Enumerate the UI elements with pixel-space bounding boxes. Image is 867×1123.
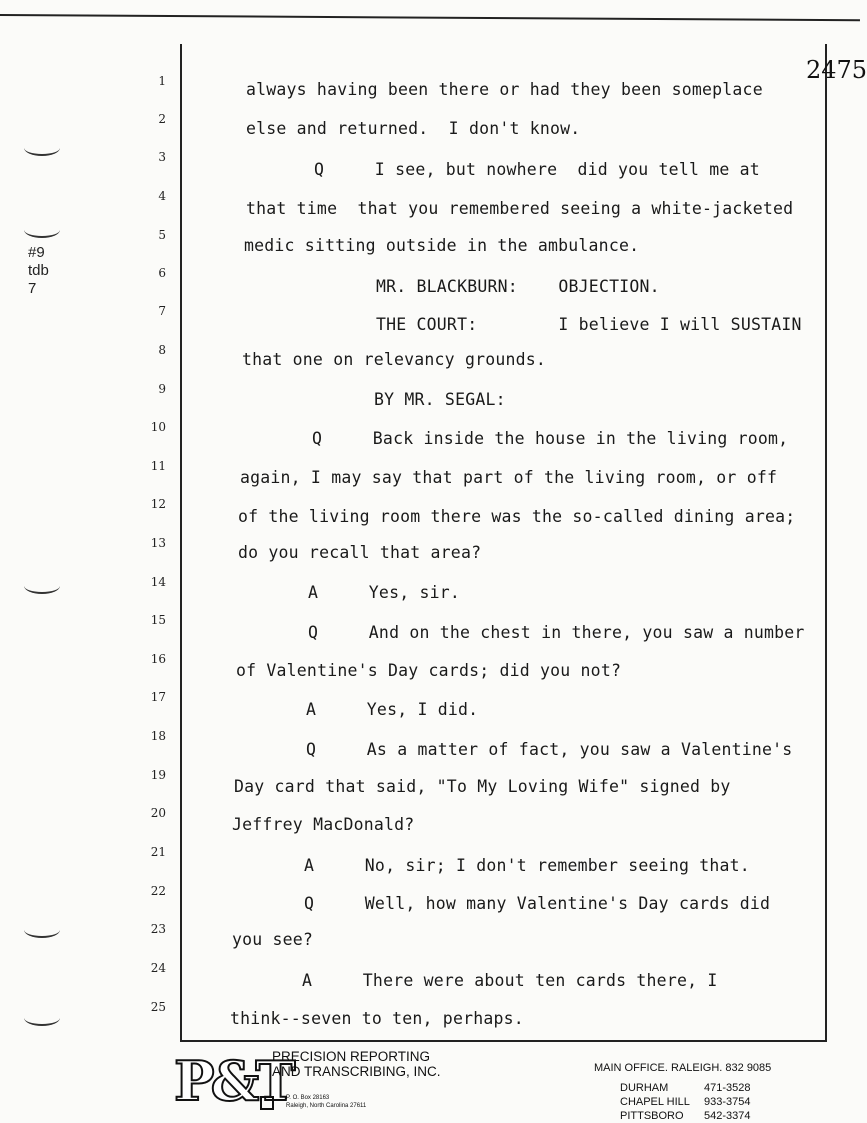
line-number: 20 (150, 806, 166, 820)
transcript-line: MR. BLACKBURN: OBJECTION. (376, 277, 660, 296)
transcript-line: A No, sir; I don't remember seeing that. (304, 856, 750, 875)
transcript-line: again, I may say that part of the living room, or off (240, 468, 778, 487)
transcript-line: that time that you remembered seeing a white-jacketed (246, 199, 794, 218)
line-number: 14 (150, 575, 166, 589)
transcript-line: you see? (232, 930, 314, 949)
margin-mark (24, 222, 60, 238)
transcript-line: THE COURT: I believe I will SUSTAIN (376, 315, 802, 334)
firm-name-line1: PRECISION REPORTING (272, 1049, 431, 1064)
office-durham (620, 1082, 751, 1094)
line-number: 1 (158, 74, 166, 88)
margin-note: 7 (28, 280, 37, 297)
office-phone: 542-3374 (704, 1110, 751, 1122)
line-number: 10 (150, 420, 166, 434)
line-number: 13 (150, 536, 166, 550)
line-number: 7 (158, 304, 166, 318)
margin-mark (24, 922, 60, 938)
line-number: 9 (158, 382, 166, 396)
transcript-line: of the living room there was the so-called dining area; (238, 507, 796, 526)
office-city: CHAPEL HILL (620, 1096, 690, 1108)
line-number: 15 (150, 613, 166, 627)
firm-name-line2: AND TRANSCRIBING, INC. (272, 1064, 441, 1079)
transcript-line: Q Well, how many Valentine's Day cards did (304, 894, 771, 913)
margin-note: tdb (28, 262, 49, 279)
firm-logo: P&T (174, 1049, 292, 1113)
transcript-line: Q I see, but nowhere did you tell me at (314, 160, 760, 179)
line-number: 5 (158, 228, 166, 242)
margin-mark (24, 578, 60, 594)
logo-box (260, 1096, 274, 1110)
transcript-line: do you recall that area? (238, 543, 482, 562)
main-office: MAIN OFFICE. RALEIGH. 832 9085 (594, 1062, 772, 1074)
line-number: 24 (150, 961, 166, 975)
transcript-line: Jeffrey MacDonald? (232, 815, 415, 834)
transcript-line: Day card that said, "To My Loving Wife" signed by (234, 777, 731, 796)
transcript-line: Q As a matter of fact, you saw a Valentine's (306, 740, 793, 759)
office-pittsboro (620, 1110, 751, 1122)
office-city: DURHAM (620, 1082, 669, 1094)
reporter-footer (0, 1044, 860, 1123)
line-number: 6 (158, 266, 166, 280)
top-rule (0, 14, 860, 21)
line-number: 8 (158, 343, 166, 357)
line-number: 19 (150, 768, 166, 782)
office-phone: 471-3528 (704, 1082, 751, 1094)
margin-note: #9 (28, 244, 45, 261)
address-line1: P. O. Box 28163 (286, 1095, 330, 1101)
office-chapel-hill (620, 1096, 751, 1108)
line-number: 11 (150, 459, 166, 473)
line-number: 18 (150, 729, 166, 743)
transcript-line: of Valentine's Day cards; did you not? (236, 661, 622, 680)
line-number: 12 (150, 497, 166, 511)
transcript-line: A There were about ten cards there, I (302, 971, 718, 990)
office-phone: 933-3754 (704, 1096, 751, 1108)
transcript-line: always having been there or had they been someplace (246, 80, 763, 99)
transcript-line: Q And on the chest in there, you saw a number (308, 623, 805, 642)
line-number: 2 (158, 112, 166, 126)
office-city: PITTSBORO (620, 1110, 684, 1122)
line-number: 16 (150, 652, 166, 666)
transcript-line: else and returned. I don't know. (246, 119, 581, 138)
margin-mark (24, 140, 60, 156)
line-number: 4 (158, 189, 166, 203)
line-number: 21 (150, 845, 166, 859)
firm-address (286, 1094, 366, 1110)
line-number: 25 (150, 1000, 166, 1014)
transcript-line: Q Back inside the house in the living room, (312, 429, 789, 448)
transcript-line: A Yes, sir. (308, 583, 461, 602)
line-number: 17 (150, 690, 166, 704)
address-line2: Raleigh, North Carolina 27611 (286, 1103, 367, 1109)
margin-mark (24, 1010, 60, 1026)
page-number: 2475 (806, 56, 867, 84)
transcript-line: A Yes, I did. (306, 700, 479, 719)
firm-name (272, 1049, 441, 1079)
transcript-line: BY MR. SEGAL: (374, 390, 506, 409)
transcript-line: that one on relevancy grounds. (242, 350, 547, 369)
line-number: 3 (158, 150, 166, 164)
transcript-line: think--seven to ten, perhaps. (230, 1009, 524, 1028)
line-number: 22 (150, 884, 166, 898)
transcript-line: medic sitting outside in the ambulance. (244, 236, 640, 255)
line-number: 23 (150, 922, 166, 936)
